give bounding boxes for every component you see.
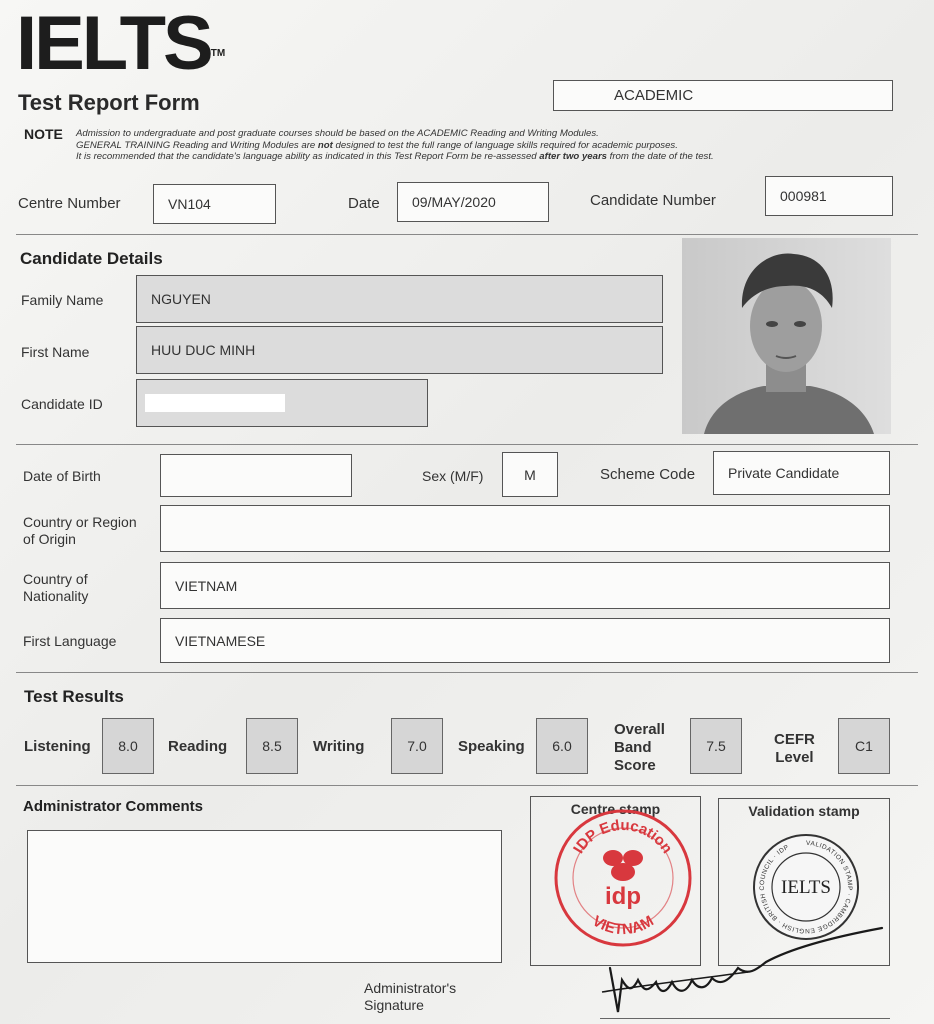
- divider-2: [16, 444, 918, 445]
- svg-text:VIETNAM: VIETNAM: [589, 912, 657, 939]
- candidate-id-field: [136, 379, 428, 427]
- admin-signature-label: Administrator's Signature: [364, 980, 457, 1013]
- logo-text: IELTS: [16, 1, 211, 86]
- first-name-value: HUU DUC MINH: [151, 342, 256, 358]
- speaking-score: 6.0: [536, 718, 588, 774]
- first-name-label: First Name: [21, 344, 90, 360]
- centre-number-value: VN104: [168, 196, 211, 212]
- date-value: 09/MAY/2020: [412, 194, 496, 210]
- date-field: [397, 182, 549, 222]
- form-title: Test Report Form: [18, 90, 200, 115]
- sex-field: [502, 452, 558, 497]
- svg-text:IELTS: IELTS: [781, 877, 831, 898]
- candidate-details-title: Candidate Details: [20, 249, 163, 268]
- writing-score: 7.0: [391, 718, 443, 774]
- family-name-label: Family Name: [21, 292, 104, 308]
- family-name-value: NGUYEN: [151, 291, 211, 307]
- admin-comments-field: [27, 830, 502, 963]
- module-box: [553, 80, 893, 111]
- origin-field: [160, 505, 890, 552]
- listening-score: 8.0: [102, 718, 154, 774]
- candidate-number-label: Candidate Number: [590, 192, 716, 209]
- dob-label: Date of Birth: [23, 468, 101, 484]
- note-label: NOTE: [24, 126, 63, 142]
- divider-4: [16, 785, 918, 786]
- redaction-block: [145, 394, 285, 412]
- origin-label: Country or Region of Origin: [23, 514, 137, 547]
- family-name-field: [136, 275, 663, 323]
- svg-text:VALIDATION STAMP · CAMBRIDGE E: VALIDATION STAMP · CAMBRIDGE ENGLISH · BRITISH COUNCIL · IDP: [758, 839, 854, 935]
- date-label: Date: [348, 195, 380, 212]
- candidate-number-value: 000981: [780, 188, 827, 204]
- dob-field: [160, 454, 352, 497]
- ielts-logo: [16, 1, 226, 86]
- overall-band-score: 7.5: [690, 718, 742, 774]
- centre-number-label: Centre Number: [18, 195, 121, 212]
- note-line-1: Admission to undergraduate and post graduate courses should be based on the ACADEMIC Reading and Writing Modules.: [76, 128, 599, 139]
- centre-stamp-label: Centre stamp: [570, 801, 661, 817]
- validation-stamp-label: Validation stamp: [748, 803, 860, 819]
- scheme-code-label: Scheme Code: [600, 466, 696, 483]
- note-line-3: It is recommended that the candidate's language ability as indicated in this Test Report Form be re-assessed after two years from the date of the test.: [76, 151, 714, 162]
- divider-1: [16, 234, 918, 235]
- trademark: TM: [210, 48, 226, 59]
- reading-label: Reading: [168, 738, 228, 755]
- scheme-code-field: [713, 451, 890, 495]
- nationality-label: Country of Nationality: [23, 571, 89, 604]
- sex-value: M: [524, 466, 536, 483]
- cefr-label: CEFR Level: [774, 731, 815, 766]
- first-language-field: [160, 618, 890, 663]
- reading-score: 8.5: [246, 718, 298, 774]
- speaking-label: Speaking: [458, 738, 525, 755]
- nationality-field: [160, 562, 890, 609]
- overall-band-label: Overall Band Score: [614, 721, 665, 774]
- writing-label: Writing: [313, 738, 365, 755]
- first-name-field: [136, 326, 663, 374]
- svg-text:idp: idp: [605, 883, 641, 910]
- svg-text:IDP Education: IDP Education: [570, 816, 676, 857]
- admin-comments-title: Administrator Comments: [23, 798, 204, 815]
- test-results-title: Test Results: [24, 687, 124, 706]
- module-value: ACADEMIC: [614, 87, 694, 104]
- candidate-photo: [682, 238, 891, 434]
- scheme-code-value: Private Candidate: [728, 465, 840, 481]
- note-line-2: GENERAL TRAINING Reading and Writing Modules are not designed to test the full range of language skills required for academic purposes.: [76, 139, 678, 151]
- candidate-number-field: [765, 176, 893, 216]
- centre-number-field: [153, 184, 276, 224]
- listening-label: Listening: [24, 738, 91, 755]
- nationality-value: VIETNAM: [175, 577, 238, 594]
- first-language-label: First Language: [23, 633, 117, 649]
- candidate-id-label: Candidate ID: [21, 396, 103, 412]
- note-text: [76, 128, 714, 163]
- cefr-level: C1: [838, 718, 890, 774]
- sex-label: Sex (M/F): [422, 468, 484, 484]
- divider-3: [16, 672, 918, 673]
- bottom-rule: [600, 1018, 890, 1019]
- first-language-value: VIETNAMESE: [175, 632, 266, 649]
- signature: [598, 920, 888, 1020]
